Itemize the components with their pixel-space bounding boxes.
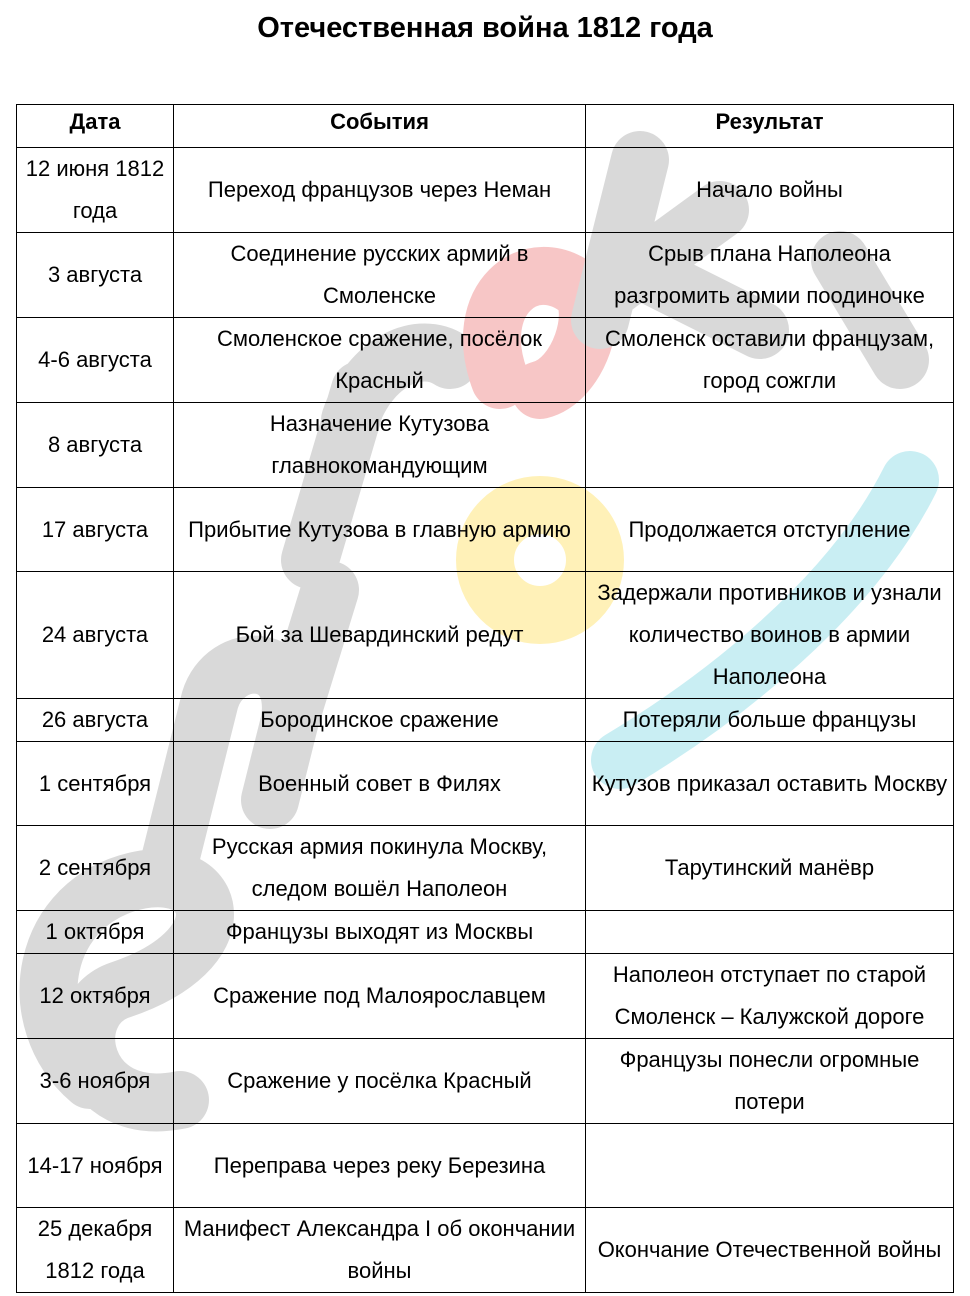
cell-date: 24 августа bbox=[17, 572, 174, 699]
table-row bbox=[17, 403, 954, 488]
table-row bbox=[17, 699, 954, 742]
cell-event: Сражение под Малоярославцем bbox=[174, 954, 586, 1039]
cell-result bbox=[586, 403, 954, 488]
header-date: Дата bbox=[17, 105, 174, 148]
cell-result: Потеряли больше французы bbox=[586, 699, 954, 742]
table-row bbox=[17, 1039, 954, 1124]
cell-event: Прибытие Кутузова в главную армию bbox=[174, 488, 586, 572]
cell-event: Назначение Кутузова главнокомандующим bbox=[174, 403, 586, 488]
cell-event: Французы выходят из Москвы bbox=[174, 911, 586, 954]
page-title: Отечественная война 1812 года bbox=[257, 12, 713, 44]
cell-result: Французы понесли огромные потери bbox=[586, 1039, 954, 1124]
cell-date: 12 июня 1812 года bbox=[17, 148, 174, 233]
cell-result: Продолжается отступление bbox=[586, 488, 954, 572]
header-event: События bbox=[174, 105, 586, 148]
cell-date: 14-17 ноября bbox=[17, 1124, 174, 1208]
table-row bbox=[17, 954, 954, 1039]
cell-result bbox=[586, 911, 954, 954]
table-row bbox=[17, 911, 954, 954]
cell-result: Наполеон отступает по старой Смоленск – Калужской дороге bbox=[586, 954, 954, 1039]
table-row bbox=[17, 572, 954, 699]
table-row bbox=[17, 826, 954, 911]
cell-event: Смоленское сражение, посёлок Красный bbox=[174, 318, 586, 403]
header-result: Результат bbox=[586, 105, 954, 148]
cell-event: Переправа через реку Березина bbox=[174, 1124, 586, 1208]
cell-result: Смоленск оставили французам, город сожгли bbox=[586, 318, 954, 403]
cell-event: Бой за Шевардинский редут bbox=[174, 572, 586, 699]
table-row bbox=[17, 488, 954, 572]
table-row bbox=[17, 1208, 954, 1293]
cell-date: 4-6 августа bbox=[17, 318, 174, 403]
war-1812-table bbox=[16, 104, 954, 1293]
cell-date: 25 декабря 1812 года bbox=[17, 1208, 174, 1293]
cell-result: Начало войны bbox=[586, 148, 954, 233]
cell-event: Переход французов через Неман bbox=[174, 148, 586, 233]
cell-date: 1 октября bbox=[17, 911, 174, 954]
cell-event: Соединение русских армий в Смоленске bbox=[174, 233, 586, 318]
cell-result: Задержали противников и узнали количество воинов в армии Наполеона bbox=[586, 572, 954, 699]
cell-date: 26 августа bbox=[17, 699, 174, 742]
table-row bbox=[17, 148, 954, 233]
cell-event: Бородинское сражение bbox=[174, 699, 586, 742]
table-row bbox=[17, 1124, 954, 1208]
cell-date: 1 сентября bbox=[17, 742, 174, 826]
cell-result: Окончание Отечественной войны bbox=[586, 1208, 954, 1293]
cell-result: Срыв плана Наполеона разгромить армии поодиночке bbox=[586, 233, 954, 318]
cell-event: Военный совет в Филях bbox=[174, 742, 586, 826]
table-header-row bbox=[17, 105, 954, 148]
cell-date: 8 августа bbox=[17, 403, 174, 488]
table-row bbox=[17, 233, 954, 318]
table-row bbox=[17, 742, 954, 826]
cell-date: 17 августа bbox=[17, 488, 174, 572]
cell-result: Кутузов приказал оставить Москву bbox=[586, 742, 954, 826]
cell-result bbox=[586, 1124, 954, 1208]
cell-event: Русская армия покинула Москву, следом вошёл Наполеон bbox=[174, 826, 586, 911]
table-row bbox=[17, 318, 954, 403]
cell-date: 3 августа bbox=[17, 233, 174, 318]
cell-event: Сражение у посёлка Красный bbox=[174, 1039, 586, 1124]
cell-date: 3-6 ноября bbox=[17, 1039, 174, 1124]
cell-event: Манифест Александра I об окончании войны bbox=[174, 1208, 586, 1293]
cell-date: 2 сентября bbox=[17, 826, 174, 911]
cell-result: Тарутинский манёвр bbox=[586, 826, 954, 911]
cell-date: 12 октября bbox=[17, 954, 174, 1039]
